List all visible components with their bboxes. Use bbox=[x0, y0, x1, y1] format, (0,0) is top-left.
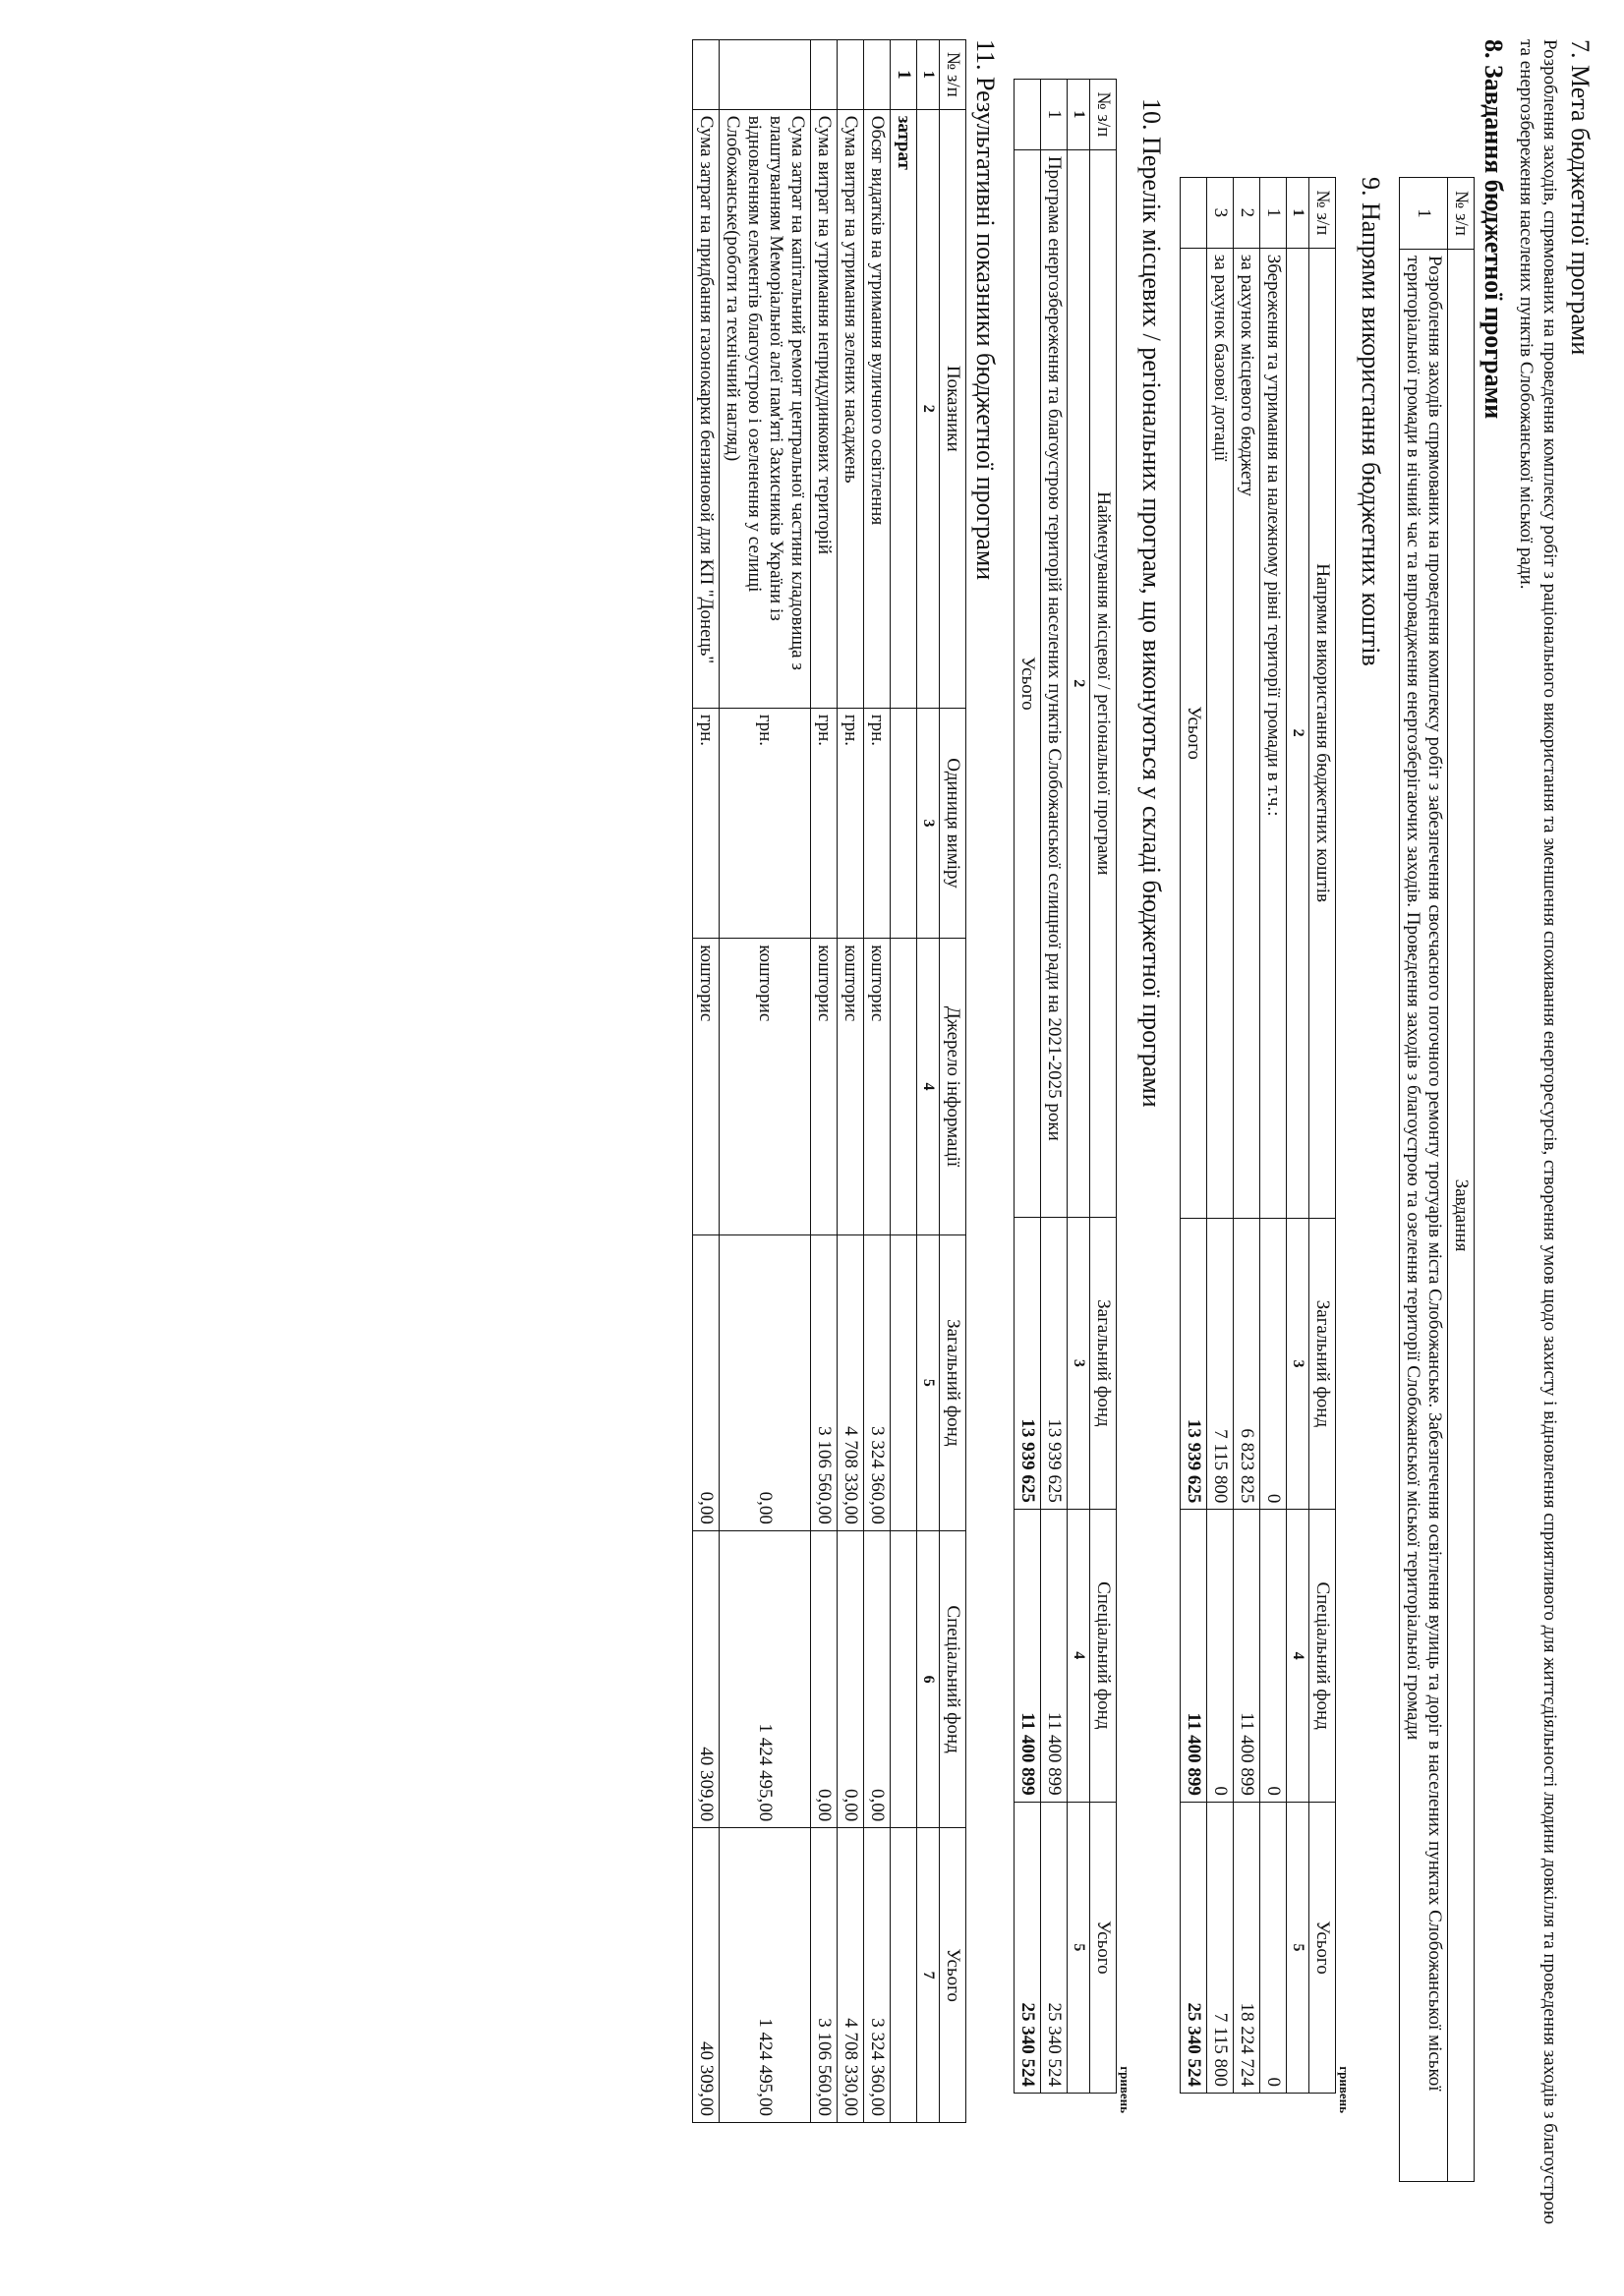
document-content bbox=[692, 39, 1595, 2231]
col-number: 1 bbox=[917, 40, 940, 110]
cell-total: 3 324 360,00 bbox=[864, 1828, 891, 2123]
total-special: 11 400 899 bbox=[1181, 1510, 1207, 1803]
col-number: 3 bbox=[1068, 1217, 1090, 1509]
col-number: 5 bbox=[1068, 1802, 1090, 2093]
cell-special: 40 309,00 bbox=[693, 1530, 720, 1827]
cell-general: 13 939 625 bbox=[1041, 1217, 1068, 1509]
table-row bbox=[1207, 178, 1234, 2094]
col-header: № з/п bbox=[1090, 80, 1117, 150]
cell-special: 1 424 495,00 bbox=[720, 1530, 811, 1827]
cell-general: 6 823 825 bbox=[1234, 1218, 1260, 1510]
cell-unit: грн. bbox=[864, 708, 891, 938]
group-row bbox=[891, 40, 917, 2123]
cell-special: 0,00 bbox=[864, 1530, 891, 1827]
cell-general: 0,00 bbox=[720, 1234, 811, 1530]
section-7-heading: 7. Мета бюджетної програми bbox=[1566, 39, 1595, 356]
section-8 bbox=[1399, 39, 1508, 2231]
col-number: 3 bbox=[917, 708, 940, 938]
cell-special: 11 400 899 bbox=[1041, 1509, 1068, 1802]
cell-general: 0 bbox=[1260, 1218, 1287, 1510]
cell-total: 40 309,00 bbox=[693, 1828, 720, 2123]
cell-special: 0 bbox=[1260, 1510, 1287, 1803]
group-no: 1 bbox=[891, 40, 917, 110]
section-7 bbox=[1514, 39, 1595, 2231]
col-header: Усього bbox=[940, 1828, 966, 2123]
col-number: 5 bbox=[1287, 1802, 1309, 2093]
col-header: Спеціальний фонд bbox=[1309, 1510, 1336, 1803]
col-header-no: № з/п bbox=[1448, 178, 1475, 250]
total-row bbox=[1015, 80, 1041, 2094]
cell-general: 4 708 330,00 bbox=[838, 1234, 864, 1530]
total-total: 25 340 524 bbox=[1015, 1802, 1041, 2093]
section-9-heading: 9. Напрями використання бюджетних коштів bbox=[1357, 177, 1385, 666]
col-header-task: Завдання bbox=[1448, 250, 1475, 2182]
cell-name: за рахунок базової дотації bbox=[1207, 248, 1234, 1218]
cell-unit: грн. bbox=[811, 708, 838, 938]
cell-name: Сума витрат на утримання зелених насаджень bbox=[838, 109, 864, 708]
cell-source: кошторис bbox=[693, 939, 720, 1234]
cell-total: 0 bbox=[1260, 1802, 1287, 2093]
table-row bbox=[811, 40, 838, 2123]
section-11-heading: 11. Результативні показники бюджетної програми bbox=[971, 39, 1000, 581]
col-header: Одиниця виміру bbox=[940, 708, 966, 938]
cell-special: 0,00 bbox=[811, 1530, 838, 1827]
cell-unit: грн. bbox=[720, 708, 811, 938]
cell-name: Збереження та утримання на належному рівні території громади в т.ч.: bbox=[1260, 248, 1287, 1218]
performance-indicators-table bbox=[692, 39, 966, 2123]
cell-special: 0 bbox=[1207, 1510, 1234, 1803]
cell-no: 1 bbox=[1041, 80, 1068, 150]
cell-no: 2 bbox=[1234, 178, 1260, 249]
cell-source: кошторис bbox=[720, 939, 811, 1234]
cell-general: 0,00 bbox=[693, 1234, 720, 1530]
total-general: 13 939 625 bbox=[1181, 1218, 1207, 1510]
section-9 bbox=[1180, 39, 1385, 2231]
cell-source: кошторис bbox=[838, 939, 864, 1234]
task-text: Розроблення заходів спрямованих на проведення комплексу робіт з забезпечення своєчасного поточного ремонту тротуарів міста Слобожанське. Забезпечення освітлення вулиць та доріг в населених пунктах Слобожанської міської територіальної громади в нічний час та впровадження енергозберігаючих заходів. Проведення заходів з благоустрою та озелення території Слобожанської міської територіальної громади bbox=[1400, 250, 1448, 2182]
total-special: 11 400 899 bbox=[1015, 1509, 1041, 1802]
section-7-text: Розроблення заходів, спрямованих на проведення комплексу робіт з раціонального використання та зменшення споживання енергоресурсів, створення умов щодо захисту і відновлення сприятливого для життєдіяльності людини довкілля та проведення заходів з благоустрою та енергозбереження населених пунктів Слобожанської міської ради. bbox=[1516, 39, 1560, 2225]
cell-special: 11 400 899 bbox=[1234, 1510, 1260, 1803]
cell-source: кошторис bbox=[864, 939, 891, 1234]
col-header: Усього bbox=[1309, 1802, 1336, 2093]
section-10-unit: гривень bbox=[1118, 2066, 1132, 2113]
cell-total: 1 424 495,00 bbox=[720, 1828, 811, 2123]
col-number: 6 bbox=[917, 1530, 940, 1827]
col-header: Спеціальний фонд bbox=[940, 1530, 966, 1827]
group-label: затрат bbox=[891, 109, 917, 708]
total-label: Усього bbox=[1015, 149, 1041, 1217]
cell-general: 3 106 560,00 bbox=[811, 1234, 838, 1530]
total-general: 13 939 625 bbox=[1015, 1217, 1041, 1509]
col-number: 1 bbox=[1287, 178, 1309, 249]
col-header: Загальний фонд bbox=[1309, 1218, 1336, 1510]
col-header: Усього bbox=[1090, 1802, 1117, 2093]
cell-special: 0,00 bbox=[838, 1530, 864, 1827]
col-number: 4 bbox=[917, 939, 940, 1234]
cell-name: Сума витрат на утримання непридудинкових територій bbox=[811, 109, 838, 708]
table-row bbox=[720, 40, 811, 2123]
cell-name: Сума затрат на придбання газонокарки бензиновой для КП "Донець" bbox=[693, 109, 720, 708]
section-10 bbox=[1014, 39, 1166, 2231]
col-header: Спеціальний фонд bbox=[1090, 1509, 1117, 1802]
col-number: 7 bbox=[917, 1828, 940, 2123]
col-number: 2 bbox=[1287, 248, 1309, 1218]
col-number: 2 bbox=[917, 109, 940, 708]
table-row bbox=[693, 40, 720, 2123]
cell-total: 3 106 560,00 bbox=[811, 1828, 838, 2123]
regional-programs-table bbox=[1014, 79, 1117, 2094]
table-row bbox=[1400, 178, 1448, 2182]
table-row bbox=[864, 40, 891, 2123]
col-header: Напрями використання бюджетних коштів bbox=[1309, 248, 1336, 1218]
section-11 bbox=[692, 39, 1000, 2231]
cell-no: 1 bbox=[1260, 178, 1287, 249]
cell-total: 4 708 330,00 bbox=[838, 1828, 864, 2123]
col-number: 4 bbox=[1068, 1509, 1090, 1802]
total-total: 25 340 524 bbox=[1181, 1802, 1207, 2093]
col-header: Показники bbox=[940, 109, 966, 708]
cell-source: кошторис bbox=[811, 939, 838, 1234]
col-number: 3 bbox=[1287, 1218, 1309, 1510]
table-row bbox=[1234, 178, 1260, 2094]
table-row bbox=[838, 40, 864, 2123]
task-no: 1 bbox=[1400, 178, 1448, 250]
col-header: Найменування місцевої / регіональної програми bbox=[1090, 149, 1117, 1217]
section-10-heading: 10. Перелік місцевих / регіональних програм, що виконуються у складі бюджетної програми bbox=[1137, 98, 1166, 1108]
col-number: 4 bbox=[1287, 1510, 1309, 1803]
col-number: 2 bbox=[1068, 149, 1090, 1217]
tasks-table bbox=[1399, 177, 1475, 2182]
col-header: № з/п bbox=[940, 40, 966, 110]
cell-name: за рахунок місцевого бюджету bbox=[1234, 248, 1260, 1218]
cell-total: 18 224 724 bbox=[1234, 1802, 1260, 2093]
cell-unit: грн. bbox=[838, 708, 864, 938]
cell-no: 3 bbox=[1207, 178, 1234, 249]
col-header: Загальний фонд bbox=[1090, 1217, 1117, 1509]
cell-general: 7 115 800 bbox=[1207, 1218, 1234, 1510]
table-row bbox=[1041, 80, 1068, 2094]
cell-unit: грн. bbox=[693, 708, 720, 938]
cell-name: Обсяг видатків на утримання вуличного освітлення bbox=[864, 109, 891, 708]
cell-name: Сума затрат на капітальний ремонт центральної частини кладовища з влаштуванням Меморіальної алеї пам'яті Захисників України із відновленням елементів благоустрою і озеленення у селищі Слобожанське(роботи та технічний нагляд) bbox=[720, 109, 811, 708]
section-9-unit: гривень bbox=[1337, 2066, 1352, 2113]
total-label: Усього bbox=[1181, 248, 1207, 1218]
col-header: № з/п bbox=[1309, 178, 1336, 249]
col-header: Джерело інформації bbox=[940, 939, 966, 1234]
col-header: Загальний фонд bbox=[940, 1234, 966, 1530]
funds-directions-table bbox=[1180, 177, 1336, 2094]
section-8-heading: 8. Завдання бюджетної програми bbox=[1479, 39, 1508, 420]
col-number: 5 bbox=[917, 1234, 940, 1530]
cell-general: 3 324 360,00 bbox=[864, 1234, 891, 1530]
cell-name: Програма енергозбереження та благоустрою територій населених пунктів Слобожанської селищної ради на 2021-2025 роки bbox=[1041, 149, 1068, 1217]
table-row bbox=[1260, 178, 1287, 2094]
cell-total: 7 115 800 bbox=[1207, 1802, 1234, 2093]
col-number: 1 bbox=[1068, 80, 1090, 150]
cell-total: 25 340 524 bbox=[1041, 1802, 1068, 2093]
total-row bbox=[1181, 178, 1207, 2094]
